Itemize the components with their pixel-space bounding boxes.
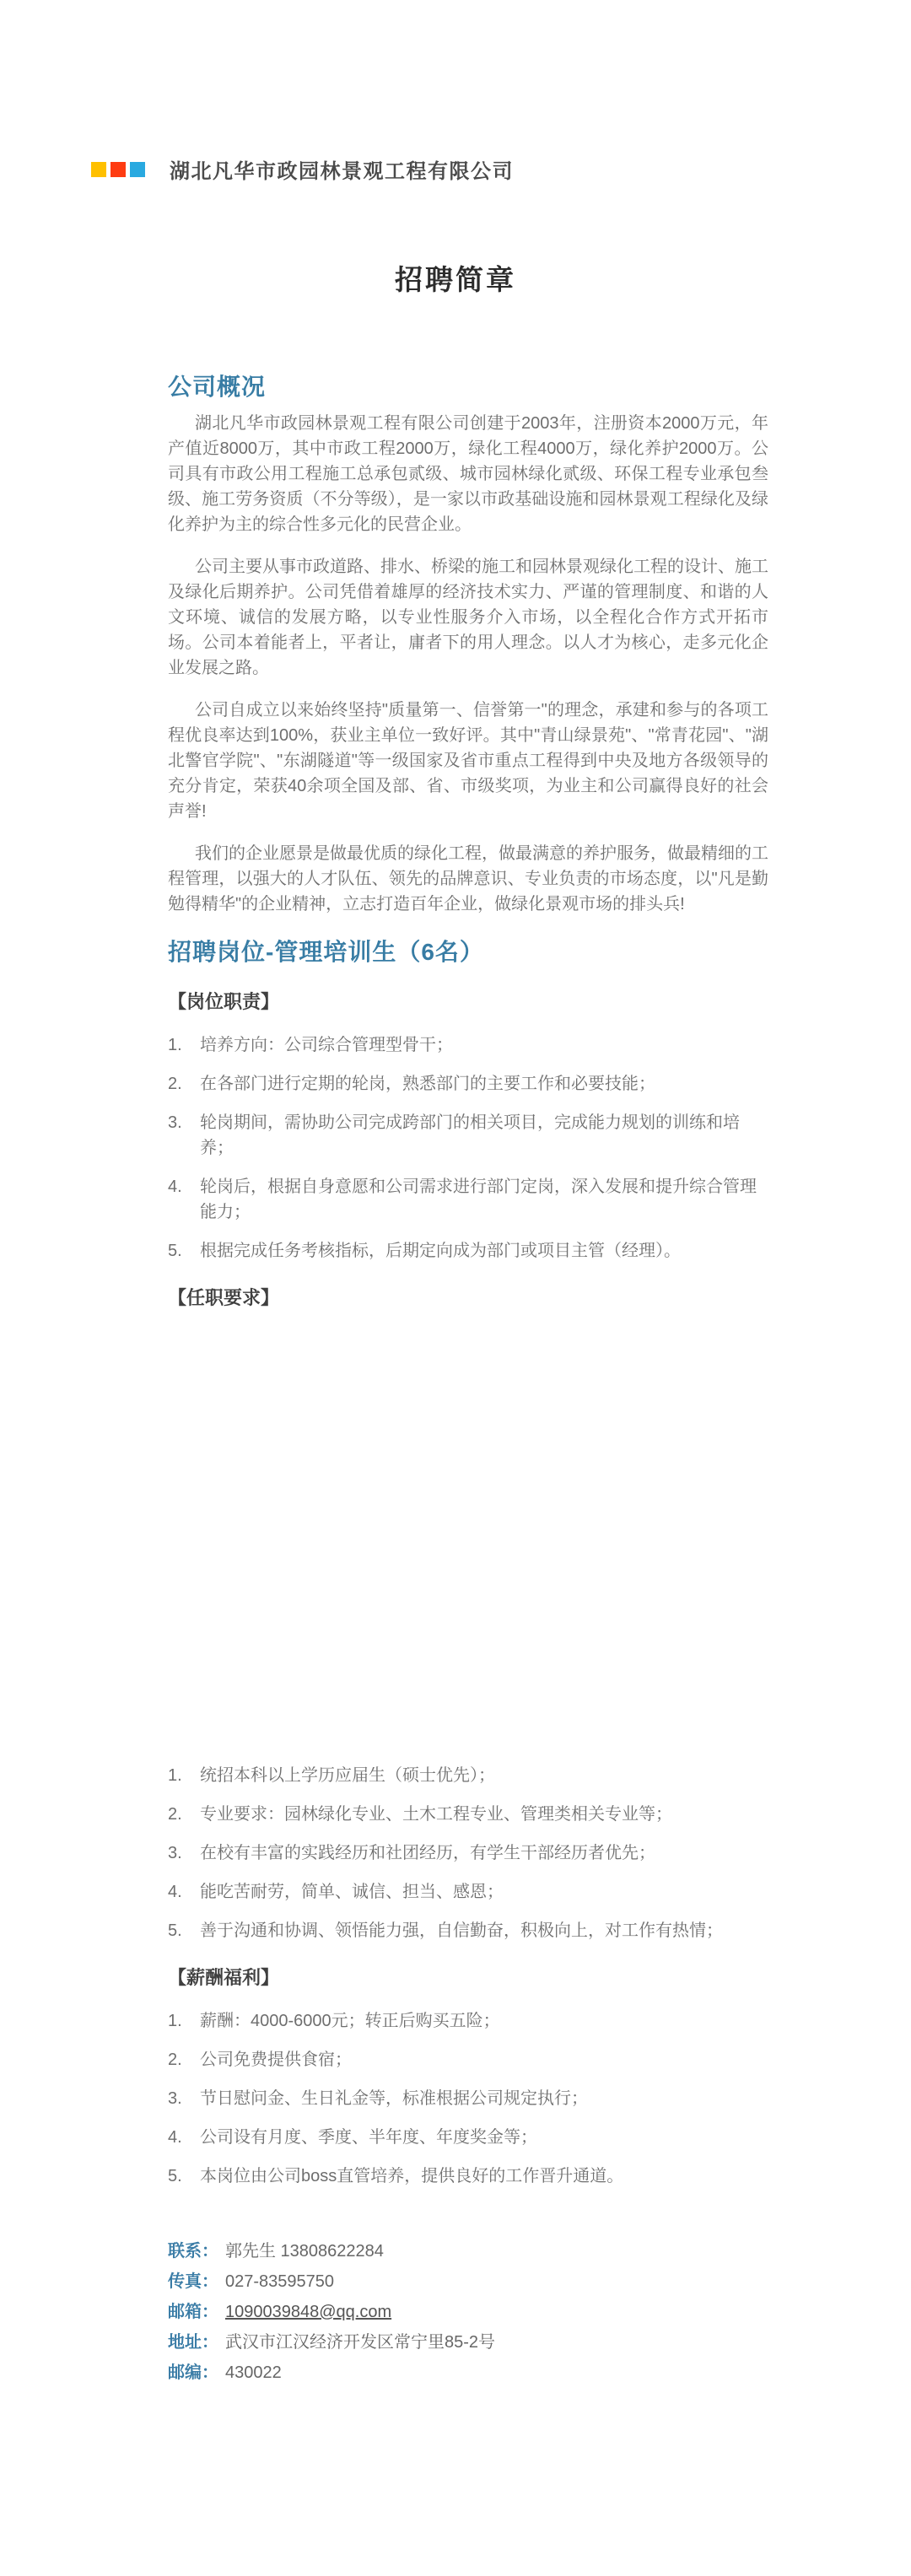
- list-item-text: 公司设有月度、季度、半年度、年度奖金等；: [200, 2128, 537, 2147]
- list-item: [168, 1238, 768, 1264]
- list-item: [168, 1071, 768, 1097]
- list-item-text: 培养方向：公司综合管理型骨干；: [200, 1036, 453, 1054]
- list-item-number: 4.: [168, 1883, 182, 1901]
- list-item-text: 薪酬：4000-6000元；转正后购买五险；: [200, 2012, 500, 2030]
- brand-header: [91, 0, 911, 184]
- list-item-text: 善于沟通和协调、领悟能力强，自信勤奋，积极向上，对工作有热情；: [200, 1921, 723, 1940]
- logo-square-red-icon: [111, 162, 126, 177]
- duties-list: [168, 1032, 768, 1264]
- list-item: [168, 1110, 768, 1161]
- list-item: [168, 1840, 768, 1866]
- overview-paragraph: 公司自成立以来始终坚持"质量第一、信誉第一"的理念，承建和参与的各项工程优良率达到100%，获业主单位一致好评。其中"青山绿景苑"、"常青花园"、"湖北警官学院"、"东湖隧道"等一级国家及省市重点工程得到中央及地方各级领导的充分肯定，荣获40余项全国及部、省、市级奖项，为业主和公司赢得良好的社会声誉!: [168, 701, 768, 821]
- contact-block: [168, 2236, 911, 2388]
- overview-paragraph: 公司主要从事市政道路、排水、桥梁的施工和园林景观绿化工程的设计、施工及绿化后期养护。公司凭借着雄厚的经济技术实力、严谨的管理制度、和谐的人文环境、诚信的发展方略，以专业性服务介入市场，以全程化合作方式开拓市场。公司本着能者上，平者让，庸者下的用人理念。以人才为核心，走多元化企业发展之路。: [168, 558, 768, 677]
- list-item-number: 3.: [168, 1844, 182, 1862]
- subheading-requirements: 【任职要求】: [168, 1287, 280, 1308]
- list-item-number: 4.: [168, 1178, 182, 1196]
- contact-label: 联系：: [168, 2242, 218, 2261]
- list-item-number: 3.: [168, 2089, 182, 2108]
- contact-row-fax: [168, 2266, 911, 2297]
- list-item: [168, 2047, 768, 2072]
- list-item: [168, 1032, 768, 1058]
- list-item-number: 5.: [168, 1242, 182, 1260]
- subheading-benefits: 【薪酬福利】: [168, 1967, 280, 1988]
- list-item-text: 在校有丰富的实践经历和社团经历，有学生干部经历者优先；: [200, 1844, 655, 1862]
- contact-value: 郭先生 13808622284: [225, 2242, 384, 2261]
- list-item: [168, 2086, 768, 2111]
- company-name: 湖北凡华市政园林景观工程有限公司: [170, 160, 514, 183]
- overview-paragraph: 我们的企业愿景是做最优质的绿化工程，做最满意的养护服务，做最精细的工程管理，以强大的人才队伍、领先的品牌意识、专业负责的市场态度，以"凡是勤勉得精华"的企业精神，立志打造百年企业，做绿化景观市场的排头兵!: [168, 844, 768, 913]
- subheading-duties: 【岗位职责】: [168, 991, 280, 1012]
- list-item-text: 轮岗后，根据自身意愿和公司需求进行部门定岗，深入发展和提升综合管理能力；: [200, 1178, 757, 1221]
- list-item-text: 轮岗期间，需协助公司完成跨部门的相关项目，完成能力规划的训练和培养；: [200, 1113, 740, 1157]
- contact-label: 邮编：: [168, 2363, 218, 2382]
- section-heading-company-overview: 公司概况: [168, 374, 267, 400]
- section-heading-position: 招聘岗位-管理培训生（6名）: [168, 939, 484, 965]
- list-item: [168, 2125, 768, 2150]
- list-item-text: 本岗位由公司boss直管培养，提供良好的工作晋升通道。: [200, 2167, 624, 2185]
- list-item: [168, 1174, 768, 1225]
- list-item: [168, 1763, 768, 1788]
- benefits-list: [168, 2008, 768, 2189]
- logo-square-blue-icon: [130, 162, 145, 177]
- list-item: [168, 1802, 768, 1827]
- list-item-number: 3.: [168, 1113, 182, 1132]
- contact-label: 邮箱：: [168, 2303, 218, 2321]
- list-item-number: 1.: [168, 2012, 182, 2030]
- list-item-text: 专业要求：园林绿化专业、土木工程专业、管理类相关专业等；: [200, 1805, 672, 1824]
- list-item-number: 4.: [168, 2128, 182, 2147]
- list-item-number: 5.: [168, 1921, 182, 1940]
- content-column: [168, 369, 768, 2189]
- contact-row-zipcode: [168, 2358, 911, 2388]
- list-item-number: 2.: [168, 1805, 182, 1824]
- company-logo-icon: [91, 162, 149, 177]
- blank-gap: [168, 1310, 768, 1744]
- list-item: [168, 2008, 768, 2034]
- contact-value: 027-83595750: [225, 2272, 335, 2291]
- list-item: [168, 2164, 768, 2189]
- list-item-number: 2.: [168, 1075, 182, 1093]
- requirements-list: [168, 1763, 768, 1943]
- contact-value: 武汉市江汉经济开发区常宁里85-2号: [225, 2333, 496, 2352]
- list-item-text: 能吃苦耐劳，简单、诚信、担当、感恩；: [200, 1883, 504, 1901]
- logo-square-yellow-icon: [91, 162, 106, 177]
- contact-row-phone: [168, 2236, 911, 2266]
- list-item-text: 根据完成任务考核指标，后期定向成为部门或项目主管（经理）。: [200, 1242, 681, 1260]
- list-item-text: 节日慰问金、生日礼金等，标准根据公司规定执行；: [200, 2089, 588, 2108]
- contact-row-email: [168, 2297, 911, 2327]
- page-title: 招聘简章: [395, 264, 516, 295]
- list-item-number: 1.: [168, 1766, 182, 1785]
- company-overview-paragraphs: [168, 411, 768, 917]
- contact-label: 传真：: [168, 2272, 218, 2291]
- list-item-text: 公司免费提供食宿；: [200, 2051, 352, 2069]
- list-item-number: 2.: [168, 2051, 182, 2069]
- overview-paragraph: 湖北凡华市政园林景观工程有限公司创建于2003年，注册资本2000万元，年产值近8000万，其中市政工程2000万，绿化工程4000万，绿化养护2000万。公司具有市政公用工程施工总承包贰级、城市园林绿化贰级、环保工程专业承包叁级、施工劳务资质（不分等级），是一家以市政基础设施和园林景观工程绿化及绿化养护为主的综合性多元化的民营企业。: [168, 414, 768, 534]
- list-item-number: 1.: [168, 1036, 182, 1054]
- list-item: [168, 1918, 768, 1943]
- list-item-number: 5.: [168, 2167, 182, 2185]
- contact-row-address: [168, 2327, 911, 2358]
- contact-value: 430022: [225, 2363, 282, 2382]
- list-item-text: 在各部门进行定期的轮岗，熟悉部门的主要工作和必要技能；: [200, 1075, 655, 1093]
- email-link[interactable]: 1090039848@qq.com: [225, 2303, 392, 2321]
- list-item: [168, 1879, 768, 1905]
- list-item-text: 统招本科以上学历应届生（硕士优先）；: [200, 1766, 495, 1785]
- contact-label: 地址：: [168, 2333, 218, 2352]
